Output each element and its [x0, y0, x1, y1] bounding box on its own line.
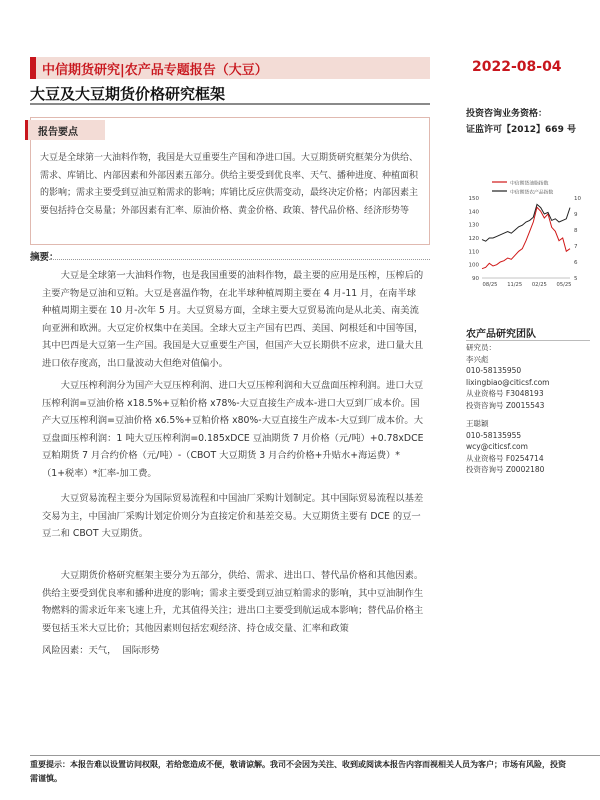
report-series-title: 中信期货研究|农产品专题报告（大豆） — [42, 63, 268, 78]
series-line — [482, 207, 570, 268]
report-date: 2022-08-04 — [472, 59, 562, 75]
analyst-email[interactable]: wcy@citicsf.com — [466, 442, 528, 451]
risk-value-weather: 天气， — [88, 645, 117, 656]
y-right-tick-label: 7 — [574, 244, 578, 250]
abstract-paragraph-2 — [42, 377, 424, 482]
page-title: 大豆及大豆期货价格研究框架 — [30, 85, 226, 103]
paragraph-text: 大豆期货价格研究框架主要分为五部分，供给、需求、进出口、替代品价格和其他因素。供给主要受到优良率和播种进度的影响；需求主要受到豆油豆粕需求的影响，其中豆油制作生物燃料的需求近年来飞速上升，尤其值得关注；进出口主要受到航运成本影响；替代品价格主要包括玉米大豆比价；其他因素则包括宏观经济、持仓成交量、汇率和政策 — [42, 570, 424, 634]
x-tick-label: 02/25 — [531, 282, 547, 288]
analyst-name: 李兴彪 — [466, 354, 489, 364]
y-left-tick-label: 120 — [468, 236, 479, 242]
title-divider — [30, 103, 430, 105]
y-left-tick-label: 100 — [468, 262, 479, 269]
qualification-line-1: 投资咨询业务资格： — [466, 109, 548, 119]
x-tick-label: 05/25 — [556, 282, 572, 288]
summary-tab — [25, 120, 105, 140]
y-left-tick-label: 130 — [468, 222, 479, 229]
analyst-consult: 投资咨询号 Z0002180 — [466, 465, 545, 474]
paragraph-text: 大豆压榨利润分为国产大豆压榨利润、进口大豆压榨利润和大豆盘面压榨利润。进口大豆压榨利润=豆油价格 x18.5%+豆粕价格 x78%-大豆直接生产成本-进口大豆到厂成本价。国产大豆压榨利润=豆油价格 x6.5%+豆粕价格 x80%-大豆直接生产成本-大豆到厂成本价。大豆盘面压榨利润：1 吨大豆压榨利润=0.185xDCE 豆油期货 7 月价格（元/吨）+0.78xDCE 豆粕期货 7 月合约价格（元/吨）-（CBOT 大豆期货 3 月合约价格+升贴水+海运费）*（1+税率）*汇率-加工费。 — [42, 380, 424, 479]
index-chart-svg — [462, 178, 592, 296]
y-right-tick-label: 6 — [574, 260, 578, 266]
legend-label: 中信期货油脂指数 — [510, 181, 549, 187]
analyst-phone: 010-58135950 — [466, 366, 522, 375]
analyst-2 — [466, 418, 544, 476]
y-left-tick-label: 150 — [468, 196, 479, 202]
y-right-tick-label: 5 — [574, 276, 578, 282]
y-right-tick-label: 10 — [574, 196, 581, 202]
y-right-tick-label: 8 — [574, 228, 578, 234]
researchers-label: 研究员： — [466, 343, 496, 352]
qualification-line-2: 证监许可【2012】669 号 — [466, 125, 576, 135]
y-left-tick-label: 140 — [468, 209, 479, 216]
team-divider — [466, 340, 590, 341]
summary-text: 大豆是全球第一大油料作物，我国是大豆重要生产国和净进口国。大豆期货研究框架分为供给、需求、库销比、内部因素和外部因素五部分。供给主要受到优良率、天气、播种进度、种植面积的影响；需求主要受到豆油豆粕需求的影响；库销比反应供需变动，最终决定价格；内部因素主要包括持仓交易量；外部因素有汇率、原油价格、黄金价格、政策、替代品价格、经济形势等 — [40, 153, 419, 216]
y-left-tick-label: 90 — [472, 276, 479, 282]
x-tick-label: 08/25 — [482, 282, 498, 288]
index-chart — [462, 178, 592, 296]
analyst-consult: 投资咨询号 Z0015543 — [466, 400, 545, 410]
paragraph-text: 大豆是全球第一大油料作物，也是我国重要的油料作物，最主要的应用是压榨，压榨后的主要产物是豆油和豆粕。大豆是喜温作物，在北半球种植周期主要在 4 月-11 月，在南半球种植周期主要在 10 月-次年 5 月。大豆贸易方面，全球主要大豆贸易流向是从北美、南美流向亚洲和欧洲。大豆定价权集中在美国。全球大豆主产国有巴西、美国、阿根廷和中国等国，其中巴西是大豆第一生产国。我国是大豆重要生产国，但国产大豆长期供不应求，进口量大且进口依存度高，出口量波动大但绝对值偏小。 — [42, 270, 424, 369]
analyst-license: 从业资格号 F3048193 — [466, 389, 544, 398]
header-accent-bar — [30, 57, 36, 79]
paragraph-text: 大豆贸易流程主要分为国际贸易流程和中国油厂采购计划制定。其中国际贸易流程以基差交易为主，中国油厂采购计划定价则分为直接定价和基差交易。大豆期货主要有 DCE 的豆一豆二和 CBOT 大豆期货。 — [42, 493, 424, 539]
analyst-license: 从业资格号 F0254714 — [466, 453, 544, 463]
footer-divider — [30, 755, 600, 756]
abstract-divider — [30, 259, 430, 260]
summary-tab-label: 报告要点 — [38, 127, 78, 138]
legend-label: 中信期货农产品指数 — [510, 190, 554, 196]
x-tick-label: 11/25 — [507, 282, 523, 288]
analyst-phone: 010-58135955 — [466, 430, 522, 440]
team-title: 农产品研究团队 — [466, 329, 536, 340]
qualification-block — [466, 106, 576, 138]
y-right-tick-label: 9 — [574, 212, 578, 218]
abstract-paragraph-1 — [42, 267, 424, 372]
analyst-1 — [466, 342, 550, 411]
disclaimer: 重要提示：本报告难以设置访问权限，若给您造成不便，敬请谅解。我司不会因为关注、收到或阅读本报告内容而视相关人员为客户；市场有风险，投资需谨慎。 — [30, 760, 566, 783]
analyst-name: 王聪颖 — [466, 419, 489, 428]
analyst-email[interactable]: lixingbiao@citicsf.com — [466, 377, 550, 387]
risk-value-international: 国际形势 — [122, 645, 160, 656]
risk-factors — [42, 642, 160, 656]
abstract-paragraph-4 — [42, 567, 424, 637]
y-left-tick-label: 110 — [468, 249, 479, 256]
risk-label: 风险因素： — [42, 645, 89, 656]
abstract-label: 摘要： — [30, 252, 59, 263]
abstract-paragraph-3 — [42, 490, 424, 543]
